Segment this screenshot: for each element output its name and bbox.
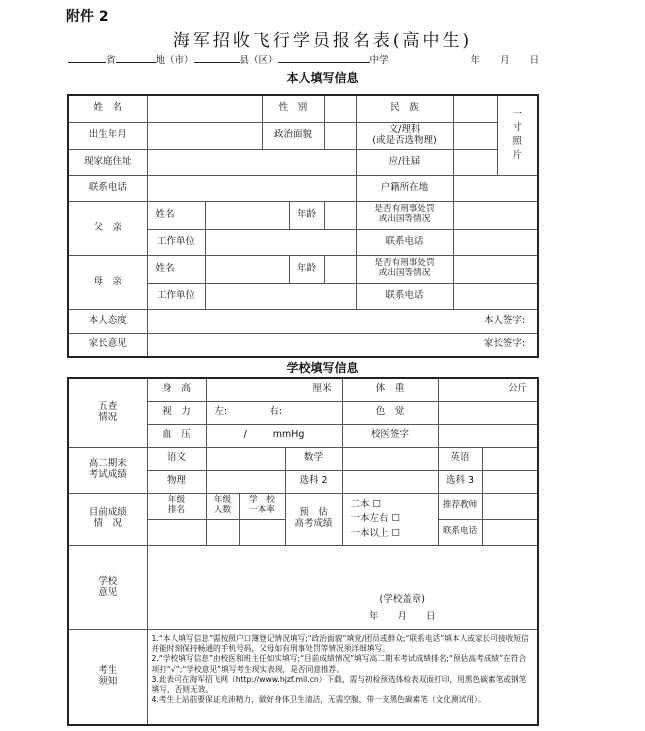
father-crime-field[interactable]: [453, 201, 538, 229]
father-age-field[interactable]: [324, 201, 356, 229]
county-label: 县（区）: [239, 55, 278, 66]
mother-phone-field[interactable]: [453, 283, 538, 309]
physics-label: 物理: [147, 470, 206, 493]
stream-label: 文/理科 (或是否选物理): [356, 122, 453, 149]
opinion-field[interactable]: [147, 545, 538, 629]
father-age-label: 年龄: [289, 201, 324, 229]
province-blank[interactable]: [68, 53, 106, 63]
phone-label: 联系电话: [68, 175, 147, 201]
mother-name-field[interactable]: [205, 255, 289, 283]
bp-field[interactable]: / mmHg: [206, 424, 342, 447]
school-rate-field[interactable]: [239, 519, 285, 545]
self-info-table: [67, 94, 539, 358]
ethnicity-field[interactable]: [453, 95, 497, 122]
exam-label: 五查 情况: [68, 378, 147, 447]
parent-field[interactable]: [147, 333, 538, 357]
weight-label: 体 重: [342, 378, 438, 401]
notes-label: 考生 须知: [68, 630, 147, 725]
county-blank[interactable]: [194, 53, 240, 63]
chinese-field[interactable]: [206, 447, 285, 470]
teacher-phone-label: 联系电话: [438, 519, 482, 545]
mother-crime-field[interactable]: [453, 255, 538, 283]
school-blank[interactable]: [278, 53, 370, 63]
english-field[interactable]: [482, 447, 538, 470]
address-field[interactable]: [147, 149, 356, 175]
teacher-phone-field[interactable]: [482, 519, 538, 545]
english-label: 英语: [438, 447, 482, 470]
grade-count-field[interactable]: [206, 519, 239, 545]
self-sign-label: 本人签字:: [483, 314, 526, 326]
mother-age-field[interactable]: [324, 255, 356, 283]
gender-field[interactable]: [324, 95, 356, 122]
mother-crime-label: 是否有刑事处罚 或出国等情况: [356, 255, 453, 283]
teacher-field[interactable]: [482, 493, 538, 519]
doctor-sign-field[interactable]: [438, 424, 538, 447]
weight-field[interactable]: 公斤: [438, 378, 538, 401]
attitude-field[interactable]: [147, 309, 538, 333]
estimate-options[interactable]: [342, 493, 438, 545]
father-phone-label: 联系电话: [356, 229, 453, 255]
city-label: 地（市）: [155, 55, 194, 66]
father-crime-label: 是否有刑事处罚 或出国等情况: [356, 201, 453, 229]
school-label: 中学: [369, 55, 389, 66]
parent-label: 家长意见: [68, 333, 147, 357]
stream-field[interactable]: [453, 122, 497, 149]
day-label: 日: [529, 55, 540, 66]
ethnicity-label: 民 族: [356, 95, 453, 122]
address-line: [68, 52, 539, 66]
self-section-title: 本人填写信息: [286, 71, 359, 85]
bp-label: 血 压: [147, 424, 206, 447]
school-seal-label: (学校盖章): [379, 593, 425, 605]
father-work-label: 工作单位: [147, 229, 205, 255]
politics-field[interactable]: [324, 122, 356, 149]
school-section-title: 学校填写信息: [286, 361, 359, 375]
father-work-field[interactable]: [205, 229, 356, 255]
grade-rank-field[interactable]: [147, 519, 206, 545]
g2-label: 高二期末 考试成绩: [68, 447, 147, 493]
address-label: 现家庭住址: [68, 149, 147, 175]
phone-field[interactable]: [147, 175, 356, 201]
elective3-field[interactable]: [482, 470, 538, 493]
birth-label: 出生年月: [68, 122, 147, 149]
tier1-checkbox[interactable]: 一本左右 ☐: [350, 513, 401, 525]
elective2-label: 选科 2: [285, 470, 342, 493]
mother-work-label: 工作单位: [147, 283, 205, 309]
note-3: 3.此表可在海军招飞网（http://www.hjzf.mil.cn）下载，需与初检预选体检表双面打印，用黑色碳素笔或钢笔填写，否则无效。: [151, 674, 527, 694]
vision-field[interactable]: 左: 右:: [206, 401, 342, 424]
name-field[interactable]: [147, 95, 262, 122]
attitude-label: 本人态度: [68, 309, 147, 333]
chinese-label: 语文: [147, 447, 206, 470]
estimate-label: 预 估 高考成绩: [285, 493, 342, 545]
note-1: 1.“本人填写信息”需按照户口簿登记情况填写;“政治面貌”填党/团员或群众;“联系电话”填本人或家长可接收短信并能时刻保持畅通的手机号码，父母如有刑事处罚等情况须详细填写。: [151, 634, 529, 654]
math-field[interactable]: [342, 447, 438, 470]
grad-field[interactable]: [453, 149, 497, 175]
politics-label: 政治面貌: [262, 122, 324, 149]
color-label: 色 觉: [342, 401, 438, 424]
father-name-label: 姓名: [147, 201, 205, 229]
attachment-label: 附件 2: [66, 9, 109, 25]
hukou-field[interactable]: [453, 175, 538, 201]
year-label: 年: [470, 55, 481, 66]
teacher-label: 推荐教师: [438, 493, 482, 519]
father-name-field[interactable]: [205, 201, 289, 229]
current-score-label: 目前成绩 情 况: [68, 493, 147, 545]
province-label: 省: [106, 55, 116, 66]
school-info-table: [67, 377, 539, 726]
opinion-label: 学校 意见: [68, 545, 147, 629]
birth-field[interactable]: [147, 122, 262, 149]
mother-work-field[interactable]: [205, 283, 356, 309]
father-phone-field[interactable]: [453, 229, 538, 255]
city-blank[interactable]: [116, 53, 156, 63]
mother-age-label: 年龄: [289, 255, 324, 283]
name-label: 姓 名: [68, 95, 147, 122]
elective3-label: 选科 3: [438, 470, 482, 493]
grade-count-label: 年级 人数: [206, 493, 239, 519]
gender-label: 性 别: [262, 95, 324, 122]
grade-rank-label: 年级 排名: [147, 493, 206, 519]
mother-name-label: 姓名: [147, 255, 205, 283]
note-2: 2.“学校填写信息”由校医和班主任如实填写;“目前成绩情况”填写高二期末考试成绩排名;“预估高考成绩”在符合项打“√”;“学校意见”填写考生现实表现，是否同意推荐。: [151, 654, 527, 674]
math-label: 数学: [285, 447, 342, 470]
height-label: 身 高: [147, 378, 206, 401]
elective2-field[interactable]: [342, 470, 438, 493]
photo-label: 一寸照片: [512, 108, 523, 162]
date-label: 年 月 日: [369, 611, 436, 623]
physics-field[interactable]: [206, 470, 285, 493]
form-title: 海军招收飞行学员报名表(高中生): [172, 31, 473, 51]
notes-text: [147, 630, 538, 725]
father-label: 父 亲: [68, 201, 147, 255]
month-label: 月: [500, 55, 510, 66]
note-4: 4.考生上站前要保证充沛精力，做好身体卫生清洁，无需空腹，带一支黑色碳素笔（文化测试用）。: [151, 695, 486, 705]
mother-phone-label: 联系电话: [356, 283, 453, 309]
tier2-checkbox[interactable]: 二本 ☐: [350, 499, 382, 510]
tier1plus-checkbox[interactable]: 一本以上 ☐: [350, 527, 401, 539]
vision-label: 视 力: [147, 401, 206, 424]
color-field[interactable]: [438, 401, 538, 424]
school-rate-label: 学 校 一本率: [239, 493, 285, 519]
mother-label: 母 亲: [68, 255, 147, 309]
doctor-sign-label: 校医签字: [342, 424, 438, 447]
hukou-label: 户籍所在地: [356, 175, 453, 201]
parent-sign-label: 家长签字:: [483, 338, 526, 350]
height-field[interactable]: 厘米: [206, 378, 342, 401]
grad-label: 应/往届: [356, 149, 453, 175]
photo-box[interactable]: [497, 95, 538, 175]
